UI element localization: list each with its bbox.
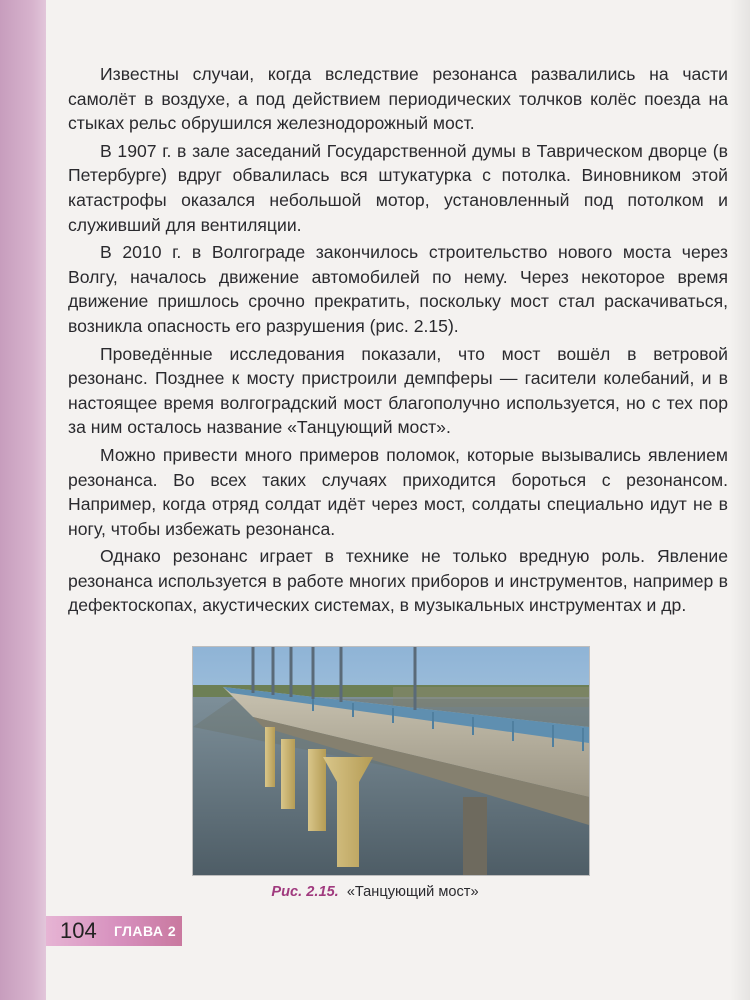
paragraph-airplane-railway: Известны случаи, когда вследствие резонанса развалились на части самолёт в воздухе, а под действием периодических толчков колёс поезда на стыках рельс обрушился железнодорожный мост. bbox=[68, 64, 728, 134]
paragraph-tauride-palace: В 1907 г. в зале заседаний Государственной думы в Таврическом дворце (в Петербурге) вдруг обвалилась вся штукатурка с потолка. Виновником этой катастрофы оказался небольшой мотор, установленный под потолком и служивший для вентиляции. bbox=[68, 140, 728, 235]
left-margin-band bbox=[0, 0, 46, 1000]
paragraph-volgograd-bridge: В 2010 г. в Волгограде закончилось строительство нового моста через Волгу, началось движение автомобилей по нему. Через некоторое время движение пришлось срочно прекратить, поскольку мост стал раскачиваться, возникла опасность его разрушения (рис. 2.15). bbox=[68, 242, 728, 336]
figure-label: Рис. 2.15. bbox=[271, 884, 339, 900]
page-shade bbox=[730, 0, 750, 1000]
chapter-label: ГЛАВА 2 bbox=[114, 923, 177, 939]
bridge-photo bbox=[193, 647, 589, 875]
figure-dancing-bridge-photo bbox=[192, 646, 590, 876]
paragraph-wind-resonance: Проведённые исследования показали, что мост вошёл в ветровой резонанс. Позднее к мосту пристроили демпферы — гасители колебаний, и в настоящее время волгоградский мост благополучно используется, но с тех пор за ним осталось название «Танцующий мост». bbox=[68, 343, 728, 438]
figure-caption-text: «Танцующий мост» bbox=[346, 884, 479, 900]
paragraph-useful-resonance: Однако резонанс играет в технике не только вредную роль. Явление резонанса используется в работе многих приборов и инструментов, например в дефектоскопах, акустических системах, в музыкальных инструментах и др. bbox=[68, 546, 728, 616]
figure-caption bbox=[0, 884, 750, 900]
paragraph-breakdown-examples: Можно привести много примеров поломок, которые вызывались явлением резонанса. Во всех таких случаях приходится бороться с резонансом. Например, когда отряд солдат идёт через мост, солдаты специально идут не в ногу, чтобы избежать резонанса. bbox=[68, 444, 728, 539]
body-text bbox=[68, 62, 728, 621]
page-number: 104 bbox=[60, 918, 97, 943]
